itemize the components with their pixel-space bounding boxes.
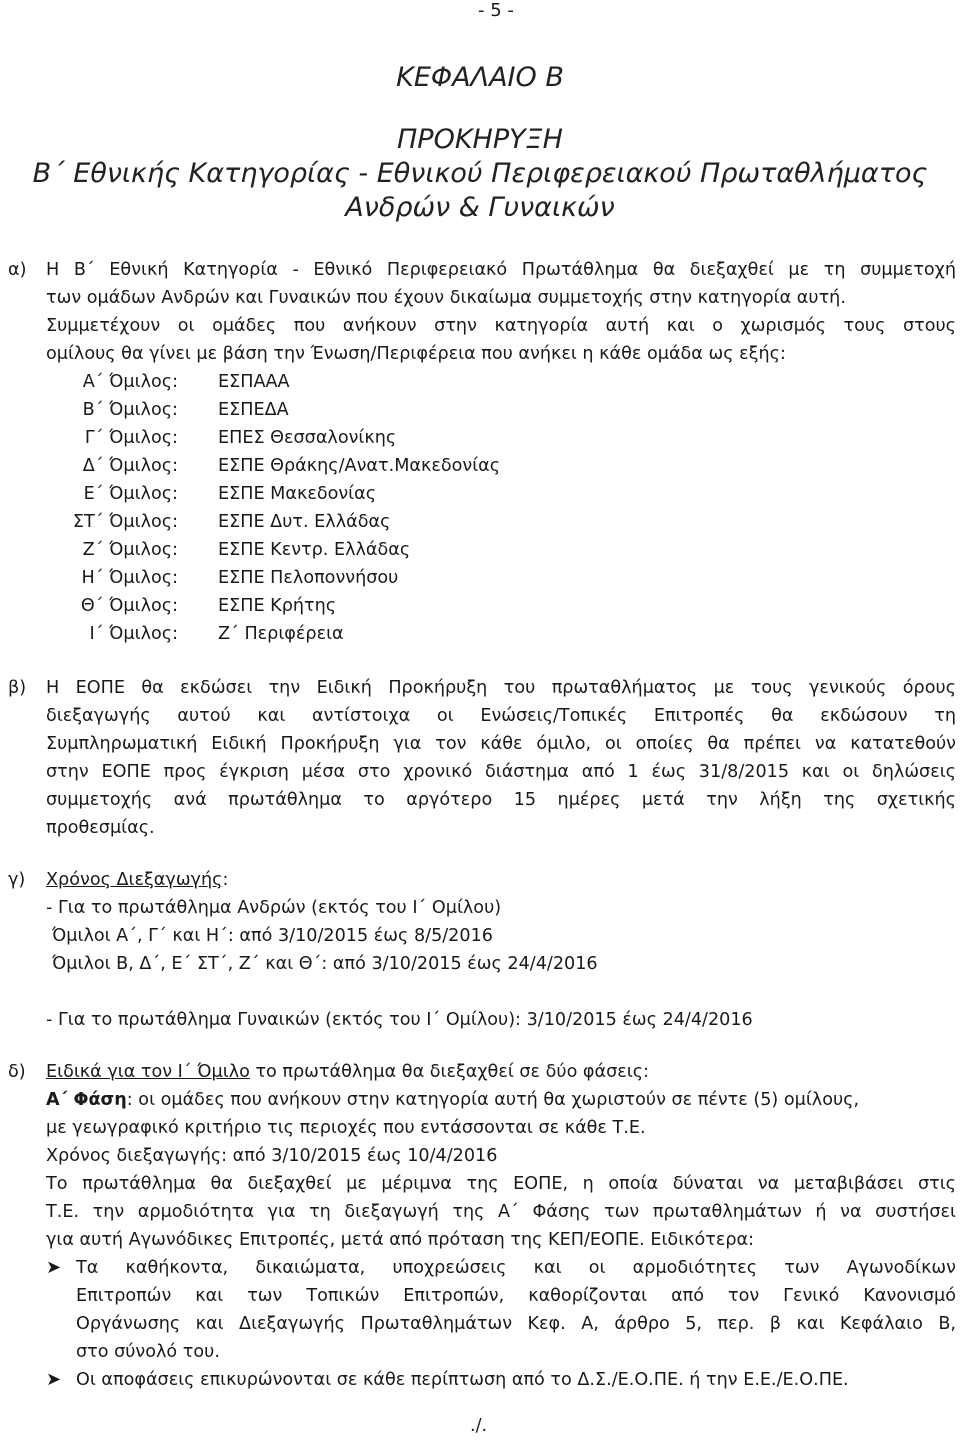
section-c-heading-text: Χρόνος Διεξαγωγής xyxy=(46,870,223,890)
section-a-line-3: Συμμετέχουν οι ομάδες που ανήκουν στην κατηγορία αυτή και ο χωρισμός τους στους xyxy=(46,316,956,336)
arrow-bullet-icon: ➤ xyxy=(46,1369,62,1390)
page-end-marker: ./. xyxy=(470,1416,488,1436)
group-federation: ΕΣΠΕ Δυτ. Ελλάδας xyxy=(218,512,391,532)
section-c-line-3: Όμιλοι Β, Δ΄, Ε΄ ΣΤ΄, Ζ΄ και Θ΄: από 3/10/2015 έως 24/4/2016 xyxy=(52,954,598,974)
group-row xyxy=(46,396,406,424)
group-row xyxy=(46,424,406,452)
section-d-line-4: Τ.Ε. την αρμοδιότητα για τη διεξαγωγή της Α΄ Φάσης των πρωταθλημάτων ή να συστήσει xyxy=(46,1202,956,1222)
group-name: Ι΄ Όμιλος: xyxy=(89,624,178,644)
phase-description: : οι ομάδες που ανήκουν στην κατηγορία αυτή θα χωριστούν σε πέντε (5) ομίλους, xyxy=(126,1090,860,1110)
group-name: Η΄ Όμιλος: xyxy=(81,568,178,588)
section-d-line-2: Χρόνος διεξαγωγής: από 3/10/2015 έως 10/4/2016 xyxy=(46,1146,498,1166)
bullet-1-line-2: Επιτροπών και των Τοπικών Επιτροπών, καθορίζονται από τον Γενικό Κανονισμό xyxy=(76,1286,956,1306)
group-federation: ΕΣΠΕ Κεντρ. Ελλάδας xyxy=(218,540,411,560)
section-c-line-1: - Για το πρωτάθλημα Ανδρών (εκτός του Ι΄ Ομίλου) xyxy=(46,898,502,918)
section-a-line-1: Η Β΄ Εθνική Κατηγορία - Εθνικό Περιφερειακό Πρωτάθλημα θα διεξαχθεί με τη συμμετοχή xyxy=(46,260,956,280)
group-federation: ΕΣΠΕ Πελοποννήσου xyxy=(218,568,399,588)
section-c-heading xyxy=(46,866,956,894)
section-d-heading-rest: το πρωτάθλημα θα διεξαχθεί σε δύο φάσεις: xyxy=(249,1062,650,1082)
section-d-line-5: για αυτή Αγωνόδικες Επιτροπές, μετά από πρόταση της ΚΕΠ/ΕΟΠΕ. Ειδικότερα: xyxy=(46,1230,755,1250)
group-row xyxy=(46,564,406,592)
group-name: Ζ΄ Όμιλος: xyxy=(82,540,178,560)
section-a-line-4: ομίλους θα γίνει με βάση την Ένωση/Περιφέρεια που ανήκει η κάθε ομάδα ως εξής: xyxy=(46,344,786,364)
group-name: Α΄ Όμιλος: xyxy=(82,372,178,392)
group-name: Β΄ Όμιλος: xyxy=(82,400,178,420)
section-d-line-1: με γεωγραφικό κριτήριο τις περιοχές που εντάσσονται σε κάθε Τ.Ε. xyxy=(46,1118,646,1138)
section-c-line-2: Όμιλοι Α΄, Γ΄ και Η΄: από 3/10/2015 έως 8/5/2016 xyxy=(52,926,493,946)
group-name: Θ΄ Όμιλος: xyxy=(80,596,178,616)
section-c-heading-colon: : xyxy=(222,870,229,890)
section-c-label: γ) xyxy=(8,870,26,890)
bullet-1-line-3: Οργάνωσης και Διεξαγωγής Πρωταθλημάτων Κεφ. Α, άρθρο 5, περ. β και Κεφάλαιο Β, xyxy=(76,1314,956,1334)
group-row xyxy=(46,452,501,480)
group-row xyxy=(46,480,406,508)
group-federation: ΕΠΕΣ Θεσσαλονίκης xyxy=(218,428,397,448)
bullet-2-line-1: Οι αποφάσεις επικυρώνονται σε κάθε περίπτωση από το Δ.Σ./Ε.Ο.ΠΕ. ή την Ε.Ε./Ε.Ο.ΠΕ. xyxy=(76,1370,849,1390)
phase-label: Α΄ Φάση xyxy=(46,1090,127,1110)
title-line-3: Ανδρών & Γυναικών xyxy=(345,192,615,223)
group-federation: ΕΣΠΕ Κρήτης xyxy=(218,596,337,616)
group-federation: ΕΣΠΑΑΑ xyxy=(218,372,290,392)
section-d-heading-text: Ειδικά για τον Ι΄ Όμιλο xyxy=(46,1062,250,1082)
title-line-2: Β΄ Εθνικής Κατηγορίας - Εθνικού Περιφερειακού Πρωταθλήματος xyxy=(32,158,928,189)
page-number: - 5 - xyxy=(478,0,514,21)
group-federation: ΕΣΠΕ Θράκης/Ανατ.Μακεδονίας xyxy=(218,456,501,476)
title-line-1: ΠΡΟΚΗΡΥΞΗ xyxy=(397,124,563,155)
section-d-label: δ) xyxy=(8,1062,26,1082)
bullet-1-line-4: στο σύνολό του. xyxy=(76,1342,220,1362)
section-b-line-2: διεξαγωγής αυτού και αντίστοιχα οι Ενώσεις/Τοπικές Επιτροπές θα εκδώσουν τη xyxy=(46,706,956,726)
group-row xyxy=(46,368,406,396)
section-b-label: β) xyxy=(8,678,27,698)
group-row xyxy=(46,620,406,648)
group-federation: ΕΣΠΕΔΑ xyxy=(218,400,289,420)
group-row xyxy=(46,592,406,620)
group-row xyxy=(46,536,411,564)
section-c-line-4: - Για το πρωτάθλημα Γυναικών (εκτός του Ι΄ Ομίλου): 3/10/2015 έως 24/4/2016 xyxy=(46,1010,753,1030)
bullet-1-line-1: Τα καθήκοντα, δικαιώματα, υποχρεώσεις και οι αρμοδιότητες των Αγωνοδίκων xyxy=(76,1258,956,1278)
group-federation: ΕΣΠΕ Μακεδονίας xyxy=(218,484,377,504)
group-name: Ε΄ Όμιλος: xyxy=(83,484,178,504)
group-name: Δ΄ Όμιλος: xyxy=(82,456,178,476)
group-name: Γ΄ Όμιλος: xyxy=(84,428,178,448)
section-b-line-5: συμμετοχής ανά πρωτάθλημα το αργότερο 15 ημέρες μετά την λήξη της σχετικής xyxy=(46,790,956,810)
section-d-heading xyxy=(46,1058,956,1086)
section-b-line-6: προθεσμίας. xyxy=(46,818,155,838)
section-a-line-2: των ομάδων Ανδρών και Γυναικών που έχουν δικαίωμα συμμετοχής στην κατηγορία αυτή. xyxy=(46,288,846,308)
section-b-line-4: στην ΕΟΠΕ προς έγκριση μέσα στο χρονικό διάστημα από 1 έως 31/8/2015 και οι δηλώσεις xyxy=(46,762,956,782)
group-name: ΣΤ΄ Όμιλος: xyxy=(72,512,178,532)
section-d-line-3: Το πρωτάθλημα θα διεξαχθεί με μέριμνα της ΕΟΠΕ, η οποία δύναται να μεταβιβάσει στις xyxy=(46,1174,956,1194)
section-b-line-3: Συμπληρωματική Ειδική Προκήρυξη για τον κάθε όμιλο, οι οποίες θα πρέπει να κατατεθούν xyxy=(46,734,956,754)
section-a-label: α) xyxy=(8,260,27,280)
group-federation: Ζ΄ Περιφέρεια xyxy=(218,624,344,644)
section-b-line-1: Η ΕΟΠΕ θα εκδώσει την Ειδική Προκήρυξη του πρωταθλήματος με τους γενικούς όρους xyxy=(46,678,956,698)
arrow-bullet-icon: ➤ xyxy=(46,1257,62,1278)
group-row xyxy=(46,508,406,536)
section-d-phase-line xyxy=(46,1086,956,1114)
chapter-heading: ΚΕΦΑΛΑΙΟ Β xyxy=(396,62,564,93)
